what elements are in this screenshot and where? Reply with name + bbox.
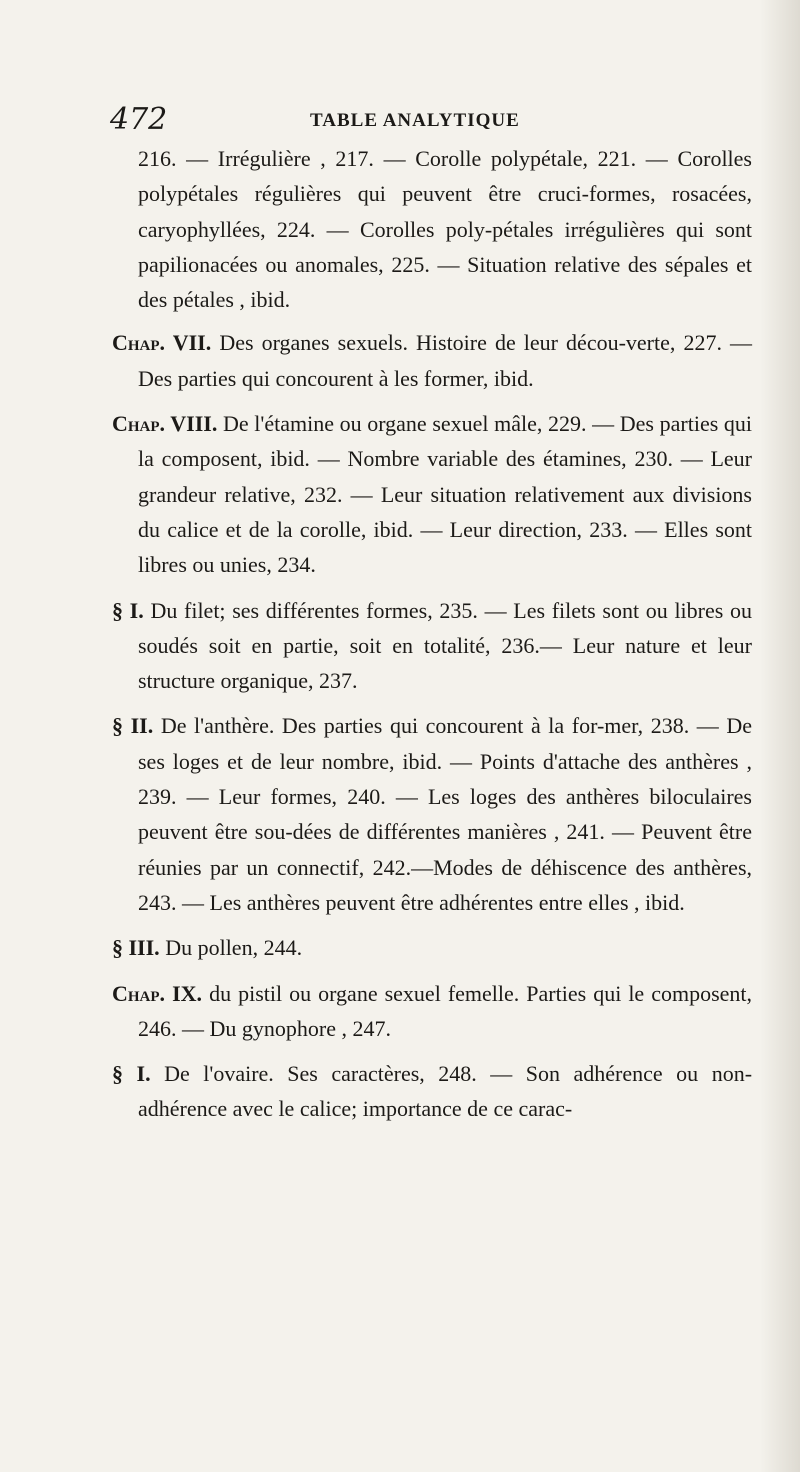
chapter-heading: Chap. IX.: [112, 980, 203, 1006]
entry-text: 216. — Irrégulière , 217. — Corolle polypétale, 221. — Corolles polypétales régulières qui peuvent être cruci-formes, rosacées, caryophyllées, 224. — Corolles poly-pétales irrégulières qui sont papilionacées ou anomales, 225. — Situation relative des sépales et des pétales , ibid.: [138, 146, 752, 313]
entry-text: De l'ovaire. Ses caractères, 248. — Son adhérence ou non-adhérence avec le calice; importance de ce carac-: [138, 1061, 753, 1122]
section-heading: § I.: [112, 597, 144, 623]
index-entry: [112, 593, 752, 699]
entry-text: du pistil ou organe sexuel femelle. Parties qui le composent, 246. — Du gynophore , 247.: [138, 980, 753, 1041]
section-heading: § I.: [112, 1061, 151, 1087]
section-heading: § II.: [112, 713, 154, 739]
index-entry: [112, 930, 752, 965]
index-entry: [112, 325, 752, 396]
chapter-heading: Chap. VII.: [112, 330, 212, 356]
section-heading: § III.: [112, 935, 160, 961]
chapter-heading: Chap. VIII.: [112, 411, 218, 437]
running-title: TABLE ANALYTIQUE: [310, 110, 520, 131]
page-edge-shadow: [760, 0, 800, 1472]
index-entry: [112, 976, 752, 1047]
index-entry: [112, 708, 752, 920]
index-entry: [112, 141, 752, 317]
entry-text: Du filet; ses différentes formes, 235. — Les filets sont ou libres ou soudés soit en partie, soit en totalité, 236.— Leur nature et leur structure organique, 237.: [138, 597, 753, 694]
entry-text: Des organes sexuels. Histoire de leur décou-verte, 227. — Des parties qui concourent à les former, ibid.: [138, 330, 753, 391]
index-entry: [112, 1056, 752, 1127]
index-text: [112, 141, 752, 1137]
page-header: [110, 102, 750, 142]
entry-text: De l'anthère. Des parties qui concourent à la for-mer, 238. — De ses loges et de leur nombre, ibid. — Points d'attache des anthères , 239. — Leur formes, 240. — Les loges des anthères biloculaires peuvent être sou-dées de différentes manières , 241. — Peuvent être réunies par un connectif, 242.—Modes de déhiscence des anthères, 243. — Les anthères peuvent être adhérentes entre elles , ibid.: [138, 713, 753, 915]
page-number: 472: [110, 102, 168, 137]
entry-text: Du pollen, 244.: [165, 935, 303, 961]
entry-text: De l'étamine ou organe sexuel mâle, 229. — Des parties qui la composent, ibid. — Nombre variable des étamines, 230. — Leur grandeur relative, 232. — Leur situation relativement aux divisions du calice et de la corolle, ibid. — Leur direction, 233. — Elles sont libres ou unies, 234.: [138, 411, 753, 578]
index-entry: [112, 406, 752, 582]
